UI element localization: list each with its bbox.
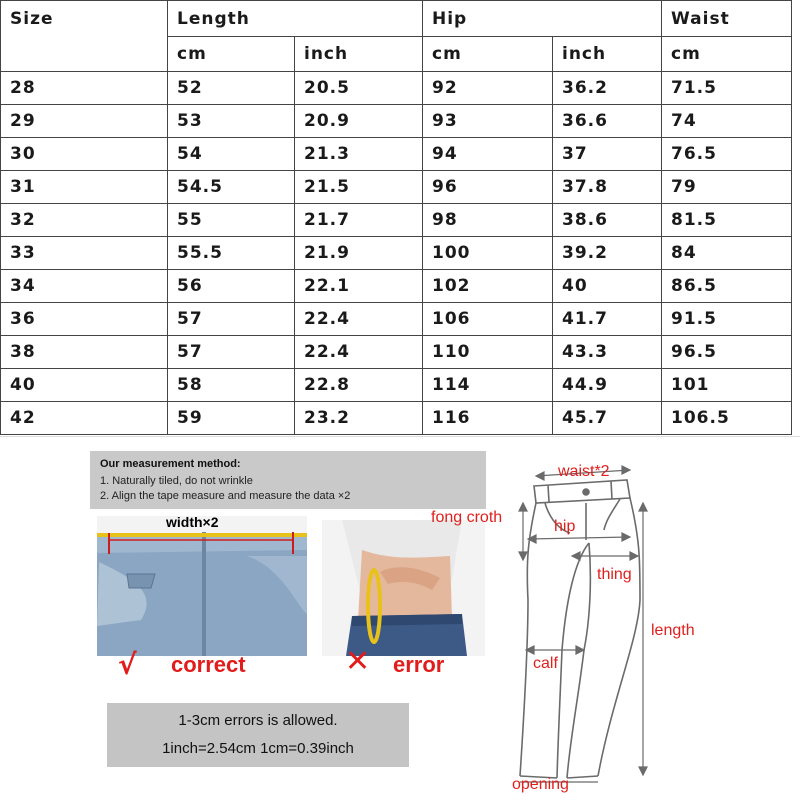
cell-waist-cm: 106.5 xyxy=(662,402,792,435)
unit-hip-cm: cm xyxy=(423,37,553,72)
cell-length-inch: 21.3 xyxy=(295,138,423,171)
table-row xyxy=(1,105,792,138)
unit-conversion-note: 1inch=2.54cm 1cm=0.39inch xyxy=(162,740,354,757)
cell-hip-inch: 37 xyxy=(553,138,662,171)
cell-length-inch: 21.9 xyxy=(295,237,423,270)
cell-length-cm: 56 xyxy=(168,270,295,303)
header-waist: Waist xyxy=(662,1,792,37)
cell-hip-cm: 100 xyxy=(423,237,553,270)
cell-hip-cm: 94 xyxy=(423,138,553,171)
cell-length-cm: 54 xyxy=(168,138,295,171)
cell-hip-inch: 41.7 xyxy=(553,303,662,336)
cell-size: 30 xyxy=(1,138,168,171)
cell-length-inch: 20.5 xyxy=(295,72,423,105)
diagram-label-length: length xyxy=(651,622,695,639)
cell-waist-cm: 74 xyxy=(662,105,792,138)
unit-hip-inch: inch xyxy=(553,37,662,72)
cell-hip-inch: 38.6 xyxy=(553,204,662,237)
table-header-row xyxy=(1,1,792,37)
table-row xyxy=(1,402,792,435)
section-divider xyxy=(0,436,800,437)
correct-label: correct xyxy=(171,652,246,677)
cell-hip-cm: 96 xyxy=(423,171,553,204)
cell-hip-inch: 36.6 xyxy=(553,105,662,138)
flat-jeans-illustration xyxy=(97,516,307,656)
table-row xyxy=(1,336,792,369)
cell-hip-inch: 39.2 xyxy=(553,237,662,270)
cell-waist-cm: 91.5 xyxy=(662,303,792,336)
table-row xyxy=(1,171,792,204)
cell-hip-cm: 98 xyxy=(423,204,553,237)
diagram-label-hip: hip xyxy=(554,518,576,535)
cell-hip-cm: 102 xyxy=(423,270,553,303)
cell-length-cm: 55 xyxy=(168,204,295,237)
cell-hip-cm: 116 xyxy=(423,402,553,435)
cell-length-cm: 54.5 xyxy=(168,171,295,204)
error-method-photo xyxy=(322,520,485,656)
cell-size: 28 xyxy=(1,72,168,105)
person-measuring-illustration xyxy=(322,520,485,656)
cell-length-cm: 55.5 xyxy=(168,237,295,270)
diagram-label-waist: waist*2 xyxy=(558,463,610,480)
cell-size: 42 xyxy=(1,402,168,435)
cell-size: 31 xyxy=(1,171,168,204)
table-row xyxy=(1,303,792,336)
table-row xyxy=(1,369,792,402)
cell-length-cm: 57 xyxy=(168,303,295,336)
error-label: error xyxy=(393,652,445,677)
method-step-2: 2. Align the tape measure and measure the data ×2 xyxy=(100,490,351,502)
cross-icon: ✕ xyxy=(345,644,371,679)
cell-waist-cm: 71.5 xyxy=(662,72,792,105)
table-row xyxy=(1,138,792,171)
cell-hip-cm: 93 xyxy=(423,105,553,138)
cell-hip-cm: 92 xyxy=(423,72,553,105)
diagram-label-calf: calf xyxy=(533,655,558,672)
tolerance-box xyxy=(107,703,409,767)
cell-length-cm: 58 xyxy=(168,369,295,402)
cell-hip-inch: 36.2 xyxy=(553,72,662,105)
cell-size: 40 xyxy=(1,369,168,402)
pants-measurement-diagram xyxy=(470,455,770,800)
table-row xyxy=(1,204,792,237)
cell-length-cm: 52 xyxy=(168,72,295,105)
table-row xyxy=(1,270,792,303)
cell-hip-inch: 44.9 xyxy=(553,369,662,402)
cell-waist-cm: 96.5 xyxy=(662,336,792,369)
cell-waist-cm: 81.5 xyxy=(662,204,792,237)
correct-method-photo xyxy=(97,516,307,656)
cell-size: 36 xyxy=(1,303,168,336)
cell-length-inch: 22.4 xyxy=(295,303,423,336)
cell-length-cm: 59 xyxy=(168,402,295,435)
cell-length-inch: 23.2 xyxy=(295,402,423,435)
measurement-method-box xyxy=(90,451,486,509)
cell-size: 38 xyxy=(1,336,168,369)
checkmark-icon: √ xyxy=(118,648,137,681)
cell-length-inch: 22.4 xyxy=(295,336,423,369)
cell-size: 33 xyxy=(1,237,168,270)
header-size: Size xyxy=(1,1,168,72)
method-step-1: 1. Naturally tiled, do not wrinkle xyxy=(100,475,253,487)
cell-length-inch: 21.5 xyxy=(295,171,423,204)
diagram-label-thigh: thing xyxy=(597,566,632,583)
cell-size: 32 xyxy=(1,204,168,237)
cell-hip-inch: 43.3 xyxy=(553,336,662,369)
cell-size: 34 xyxy=(1,270,168,303)
cell-hip-cm: 110 xyxy=(423,336,553,369)
table-row xyxy=(1,237,792,270)
method-title: Our measurement method: xyxy=(100,458,241,470)
width-label: width×2 xyxy=(166,514,219,530)
table-row xyxy=(1,72,792,105)
cell-length-inch: 21.7 xyxy=(295,204,423,237)
cell-hip-cm: 114 xyxy=(423,369,553,402)
cell-hip-cm: 106 xyxy=(423,303,553,336)
cell-waist-cm: 86.5 xyxy=(662,270,792,303)
cell-hip-inch: 37.8 xyxy=(553,171,662,204)
diagram-label-opening: opening xyxy=(512,776,569,793)
cell-length-inch: 22.1 xyxy=(295,270,423,303)
cell-waist-cm: 84 xyxy=(662,237,792,270)
cell-length-inch: 22.8 xyxy=(295,369,423,402)
unit-length-inch: inch xyxy=(295,37,423,72)
tolerance-note: 1-3cm errors is allowed. xyxy=(178,712,338,729)
cell-length-cm: 53 xyxy=(168,105,295,138)
cell-waist-cm: 79 xyxy=(662,171,792,204)
cell-hip-inch: 45.7 xyxy=(553,402,662,435)
cell-waist-cm: 76.5 xyxy=(662,138,792,171)
unit-length-cm: cm xyxy=(168,37,295,72)
cell-length-cm: 57 xyxy=(168,336,295,369)
unit-waist-cm: cm xyxy=(662,37,792,72)
header-hip: Hip xyxy=(423,1,662,37)
cell-waist-cm: 101 xyxy=(662,369,792,402)
cell-length-inch: 20.9 xyxy=(295,105,423,138)
measuring-tape xyxy=(97,533,307,537)
header-length: Length xyxy=(168,1,423,37)
diagram-label-fong-croth: fong croth xyxy=(431,509,503,526)
cell-hip-inch: 40 xyxy=(553,270,662,303)
cell-size: 29 xyxy=(1,105,168,138)
